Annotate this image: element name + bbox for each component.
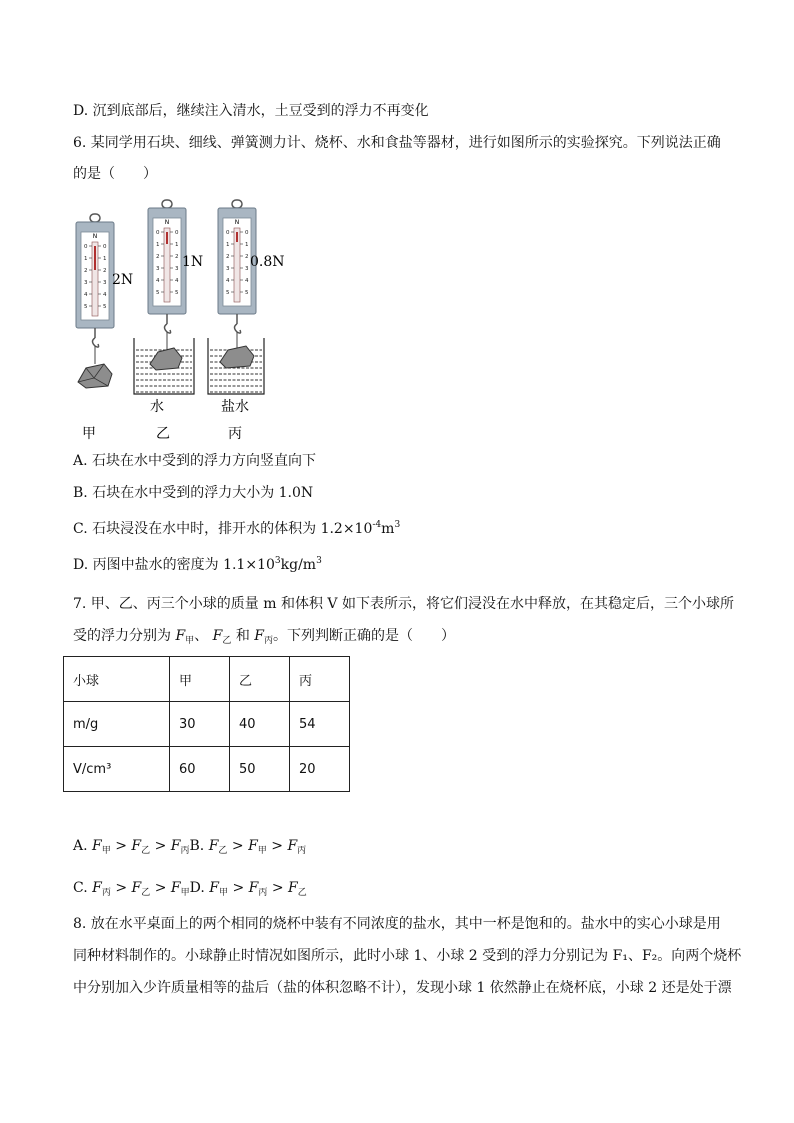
svg-text:4: 4: [84, 292, 88, 298]
ball-data-table: [63, 656, 350, 792]
q8-line3: 中分别加入少许质量相等的盐后（盐的体积忽略不计），发现小球 1 依然静止在烧杯底，小球 2 还是处于漂: [73, 980, 732, 996]
q6-option-c: C. 石块浸没在水中时，排开水的体积为 $1.2\times 10^{-4}m^3$: [73, 520, 401, 537]
q8-line1: 8. 放在水平桌面上的两个相同的烧杯中装有不同浓度的盐水，其中一杯是饱和的。盐水中的实心小球是用: [73, 916, 721, 932]
table-header-cell: 丙: [290, 657, 350, 702]
q7-options-ab: A. $F_甲 > F_乙 > F_丙B$. $F_乙 > F_甲 > F_丙$: [73, 838, 307, 856]
svg-text:0: 0: [84, 244, 88, 250]
q6-stem-line1: 6. 某同学用石块、细线、弹簧测力计、烧杯、水和食盐等器材，进行如图所示的实验探究。下列说法正确: [73, 135, 721, 151]
q8-line2: 同种材料制作的。小球静止时情况如图所示，此时小球 1、小球 2 受到的浮力分别记为 F₁、F₂。向两个烧杯: [73, 948, 742, 964]
beaker-water: [134, 338, 194, 394]
table-cell: 50: [230, 747, 290, 792]
svg-text:2: 2: [84, 268, 88, 274]
svg-text:5: 5: [103, 304, 107, 310]
reading-bing: 0.8N: [250, 254, 285, 270]
q6-option-a: A. 石块在水中受到的浮力方向竖直向下: [73, 453, 317, 469]
svg-text:0: 0: [226, 230, 230, 236]
table-cell: m/g: [64, 702, 170, 747]
spring-scale-figure: [70, 192, 300, 444]
scale-unit-label: N: [92, 233, 98, 240]
svg-text:5: 5: [156, 290, 160, 296]
svg-text:2: 2: [103, 268, 107, 274]
q5-option-d: D. 沉到底部后，继续注入清水，土豆受到的浮力不再变化: [73, 103, 429, 119]
reading-jia: 2N: [112, 272, 134, 288]
svg-text:5: 5: [175, 290, 179, 296]
svg-text:5: 5: [245, 290, 249, 296]
svg-text:N: N: [234, 219, 240, 226]
svg-text:2: 2: [226, 254, 230, 260]
svg-text:N: N: [164, 219, 170, 226]
table-header-cell: 乙: [230, 657, 290, 702]
svg-text:0: 0: [103, 244, 107, 250]
caption-bing: 丙: [228, 426, 242, 442]
svg-text:4: 4: [156, 278, 160, 284]
table-header-cell: 小球: [64, 657, 170, 702]
caption-saltwater: 盐水: [221, 399, 249, 415]
q7-stem-line1: 7. 甲、乙、丙三个小球的质量 m 和体积 V 如下表所示，将它们浸没在水中释放，在其稳定后，三个小球所: [73, 596, 734, 612]
svg-text:3: 3: [103, 280, 107, 286]
caption-water: 水: [150, 399, 164, 415]
q6-option-b: B. 石块在水中受到的浮力大小为 1.0N: [73, 485, 314, 501]
table-row: [64, 702, 350, 747]
q6-option-d: D. 丙图中盐水的密度为 $1.1\times 10^3kg/m^3$: [73, 556, 322, 573]
svg-text:2: 2: [245, 254, 249, 260]
q7-options-cd: C. $F_丙 > F_乙 > F_甲D$. $F_甲 > F_丙 > F_乙$: [73, 880, 307, 898]
svg-text:1: 1: [84, 256, 88, 262]
svg-text:4: 4: [175, 278, 179, 284]
svg-text:1: 1: [103, 256, 107, 262]
table-cell: 40: [230, 702, 290, 747]
table-cell: 20: [290, 747, 350, 792]
svg-text:3: 3: [175, 266, 179, 272]
svg-text:5: 5: [84, 304, 88, 310]
table-cell: 30: [170, 702, 230, 747]
svg-text:4: 4: [103, 292, 107, 298]
table-row: [64, 657, 350, 702]
reading-yi: 1N: [182, 254, 204, 270]
svg-text:0: 0: [245, 230, 249, 236]
svg-text:1: 1: [156, 242, 160, 248]
table-cell: 60: [170, 747, 230, 792]
q6-stem-line2: 的是（ ）: [73, 166, 157, 182]
svg-text:3: 3: [84, 280, 88, 286]
caption-jia: 甲: [82, 426, 96, 442]
svg-text:5: 5: [226, 290, 230, 296]
table-row: [64, 747, 350, 792]
svg-text:1: 1: [245, 242, 249, 248]
svg-text:3: 3: [245, 266, 249, 272]
svg-text:1: 1: [175, 242, 179, 248]
svg-text:4: 4: [226, 278, 230, 284]
table-cell: 54: [290, 702, 350, 747]
caption-yi: 乙: [156, 426, 170, 442]
table-header-cell: 甲: [170, 657, 230, 702]
svg-text:0: 0: [156, 230, 160, 236]
svg-text:4: 4: [245, 278, 249, 284]
q7-stem-line2: 受的浮力分别为 $F_甲$、 $F_乙$ 和 $F_丙$。下列判断正确的是（ ）: [73, 628, 456, 646]
svg-text:3: 3: [156, 266, 160, 272]
svg-text:3: 3: [226, 266, 230, 272]
beaker-saltwater: [208, 338, 264, 394]
svg-text:1: 1: [226, 242, 230, 248]
svg-text:2: 2: [175, 254, 179, 260]
svg-text:2: 2: [156, 254, 160, 260]
svg-text:0: 0: [175, 230, 179, 236]
table-cell: V/cm³: [64, 747, 170, 792]
